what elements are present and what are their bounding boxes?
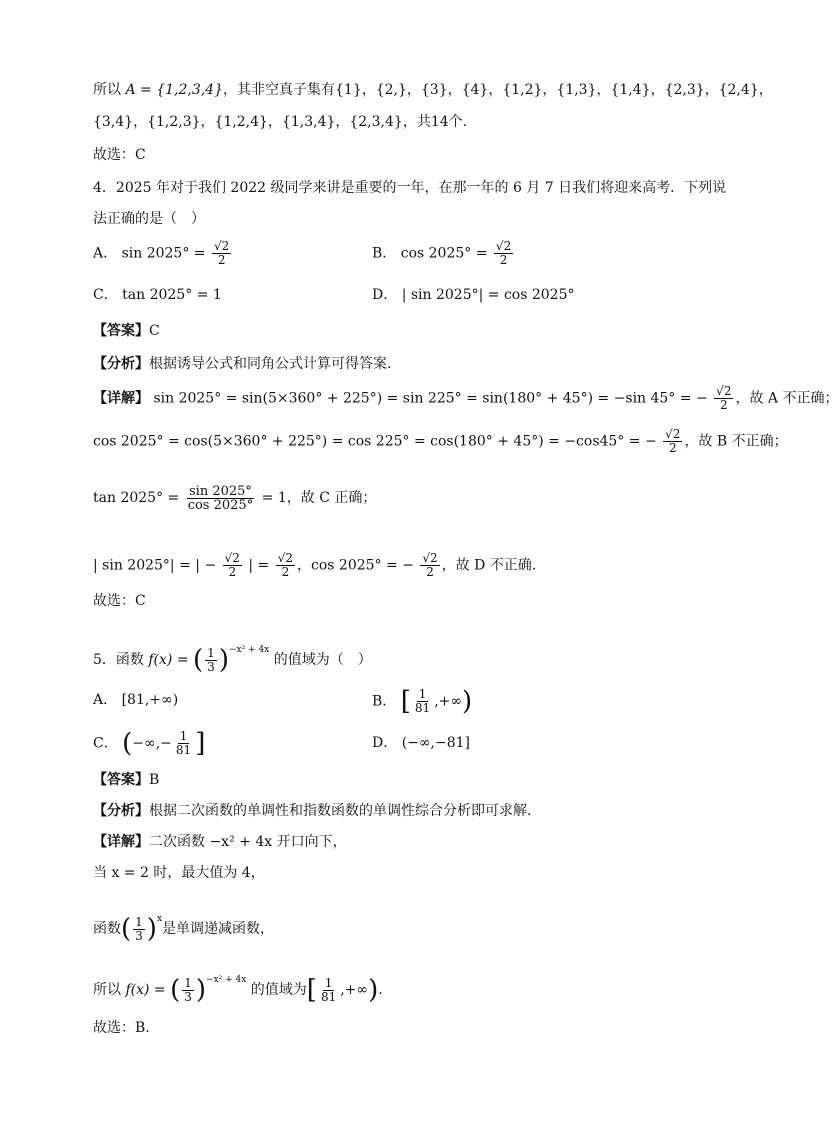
sqrt-icon: √ [495,239,504,253]
choice-line: 故选：C [93,147,146,163]
q5-detail-line-4: 所以 f(x) = ( $\frac{1}{3}$ )$^{-x^2 + 4x}$ 的值域为[ $\frac{1}{81}$ ,+∞). [93,975,383,1005]
sqrt-icon: √ [277,551,286,565]
option-label: A． [93,692,118,708]
q4-option-a [93,240,233,267]
q4-choice: 故选：C [93,593,146,609]
option-label: B． [372,245,397,262]
q4-analysis [93,354,391,374]
option-expr: sin 2025° = [121,245,206,262]
q5-option-d [372,733,470,753]
math: tan 2025° = [93,490,180,506]
option-label: A． [93,245,118,262]
fraction: $\frac{\sin 2025^\circ}{\cos 2025^\circ}$ [187,483,254,513]
answer-tag: 【答案】 [93,772,149,788]
fraction: $\frac{1}{81}$ [175,729,192,757]
text: ，故 A 不正确； [735,390,838,407]
subsets-line-2 [93,112,467,132]
option-expr: (−∞,−81] [401,735,470,751]
q4-detail-line-3 [93,483,376,513]
fraction: $\frac{√2}{2}$ [665,427,681,455]
option-expr: cos 2025° = [400,245,488,262]
fraction: $\frac{√2}{2}$ [716,384,732,412]
text: ，故 B 不正确； [684,433,788,450]
option-label: D． [372,735,398,751]
sqrt-icon: √ [224,551,233,565]
fraction: $\frac{1}{3}$ [135,914,143,943]
q4-option-b [372,240,515,267]
q4-answer [93,321,160,341]
text: = 1，故 C 正确； [261,490,377,506]
option-label: B． [372,693,397,710]
q5-option-b: B． [ $\frac{1}{81}$ ,+∞) [372,686,473,717]
fraction: $\frac{√2}{2}$ [224,551,240,579]
sqrt-icon: √ [422,551,431,565]
fraction: $\frac{1}{3}$ [207,645,215,674]
q4-detail-line-4 [93,552,536,579]
answer-value: C [149,323,160,339]
exponent: −x² + 4x [206,975,247,985]
answer-value: B [149,772,160,788]
fraction: $\frac{√2}{2}$ [422,551,438,579]
math: | sin 2025°| = | − [93,557,217,574]
q5-detail-line-1 [93,832,347,852]
fraction: $\frac{√2}{2}$ [495,239,512,267]
q4-option-c [93,285,222,305]
option-label: D． [372,287,398,303]
text: 5．函数 [93,652,144,668]
analysis-tag: 【分析】 [93,356,149,372]
analysis-text: 根据诱导公式和同角公式计算可得答案. [149,356,392,372]
q5-detail-line-2: 当 x = 2 时，最大值为 4， [93,865,265,881]
fraction: $\frac{√2}{2}$ [213,239,230,267]
text: 的值域为 [250,982,307,998]
subset-list: {3,4}，{1,2,3}，{1,2,4}，{1,3,4}，{2,3,4}，共14个. [93,114,468,130]
text: 所以 [93,82,121,98]
exponent: −x² + 4x [228,645,270,655]
detail-tag: 【详解】 [93,390,149,407]
math: 二次函数 −x² + 4x 开口向下， [149,834,347,850]
q4-detail-line-2 [93,428,788,455]
q5-answer [93,770,159,790]
option-expr: −∞,− [132,735,172,752]
option-expr: ,+∞ [434,693,463,710]
answer-tag: 【答案】 [93,323,149,339]
sqrt-icon: √ [213,239,222,253]
math: cos 2025° = cos(5×360° + 225°) = cos 225° = cos(180° + 45°) = −cos45° = − [93,433,657,450]
exponent: x [156,914,163,924]
text: 是单调递减函数， [162,921,275,937]
fraction: $\frac{1}{81}$ [320,975,337,1004]
option-expr: | sin 2025°| = cos 2025° [401,287,575,303]
q5-stem: 5．函数 f(x) = ( $\frac{1}{3}$ )$^{-x^2 + 4x}$ 的值域为（ ） [93,645,372,675]
fraction: $\frac{1}{3}$ [184,975,192,1004]
math: f(x) = [148,652,189,668]
fraction: $\frac{√2}{2}$ [277,551,294,579]
fraction: $\frac{1}{81}$ [414,687,431,715]
math: | = [248,557,270,574]
analysis-text: 根据二次函数的单调性和指数函数的单调性综合分析即可求解. [149,803,532,819]
option-label: C． [93,735,118,752]
q4-option-d [372,285,575,305]
math: f(x) = [125,982,166,998]
set-a-definition: A = {1,2,3,4} [125,82,223,98]
q4-stem-line-1: 4．2025 年对于我们 2022 级同学来讲是重要的一年，在那一年的 6 月 7 日我们将迎来高考．下列说 [93,180,727,196]
text: 的值域为（ ） [273,652,372,668]
text: ，故 D 不正确. [441,557,537,574]
math: ,+∞ [340,982,369,998]
text: 函数 [93,921,121,937]
q5-option-c: C． (−∞,− $\frac{1}{81}$ ] [93,728,206,759]
q4-stem-line-2: 法正确的是（ ） [93,211,205,227]
subset-list: {1}，{2,}，{3}，{4}，{1,2}，{1,3}，{1,4}，{2,3}，{2,4}， [335,82,773,98]
q5-option-a [93,690,178,710]
q5-analysis [93,801,531,821]
q4-detail-line-1 [93,385,838,412]
q5-choice: 故选：B. [93,1020,150,1036]
analysis-tag: 【分析】 [93,803,149,819]
math: sin 2025° = sin(5×360° + 225°) = sin 225° = sin(180° + 45°) = −sin 45° = − [153,390,708,407]
option-expr: [81,+∞) [121,692,179,708]
math: ，cos 2025° = − [297,557,414,574]
sqrt-icon: √ [716,384,724,398]
option-expr: tan 2025° = 1 [122,287,222,303]
sqrt-icon: √ [665,427,673,441]
detail-tag: 【详解】 [93,834,149,850]
option-label: C． [93,287,118,303]
text: ，其非空真子集有 [223,82,335,98]
subsets-line-1 [93,80,773,100]
q5-detail-line-3: 函数( $\frac{1}{3}$ )$^x$是单调递减函数， [93,914,275,944]
text: 所以 [93,982,121,998]
